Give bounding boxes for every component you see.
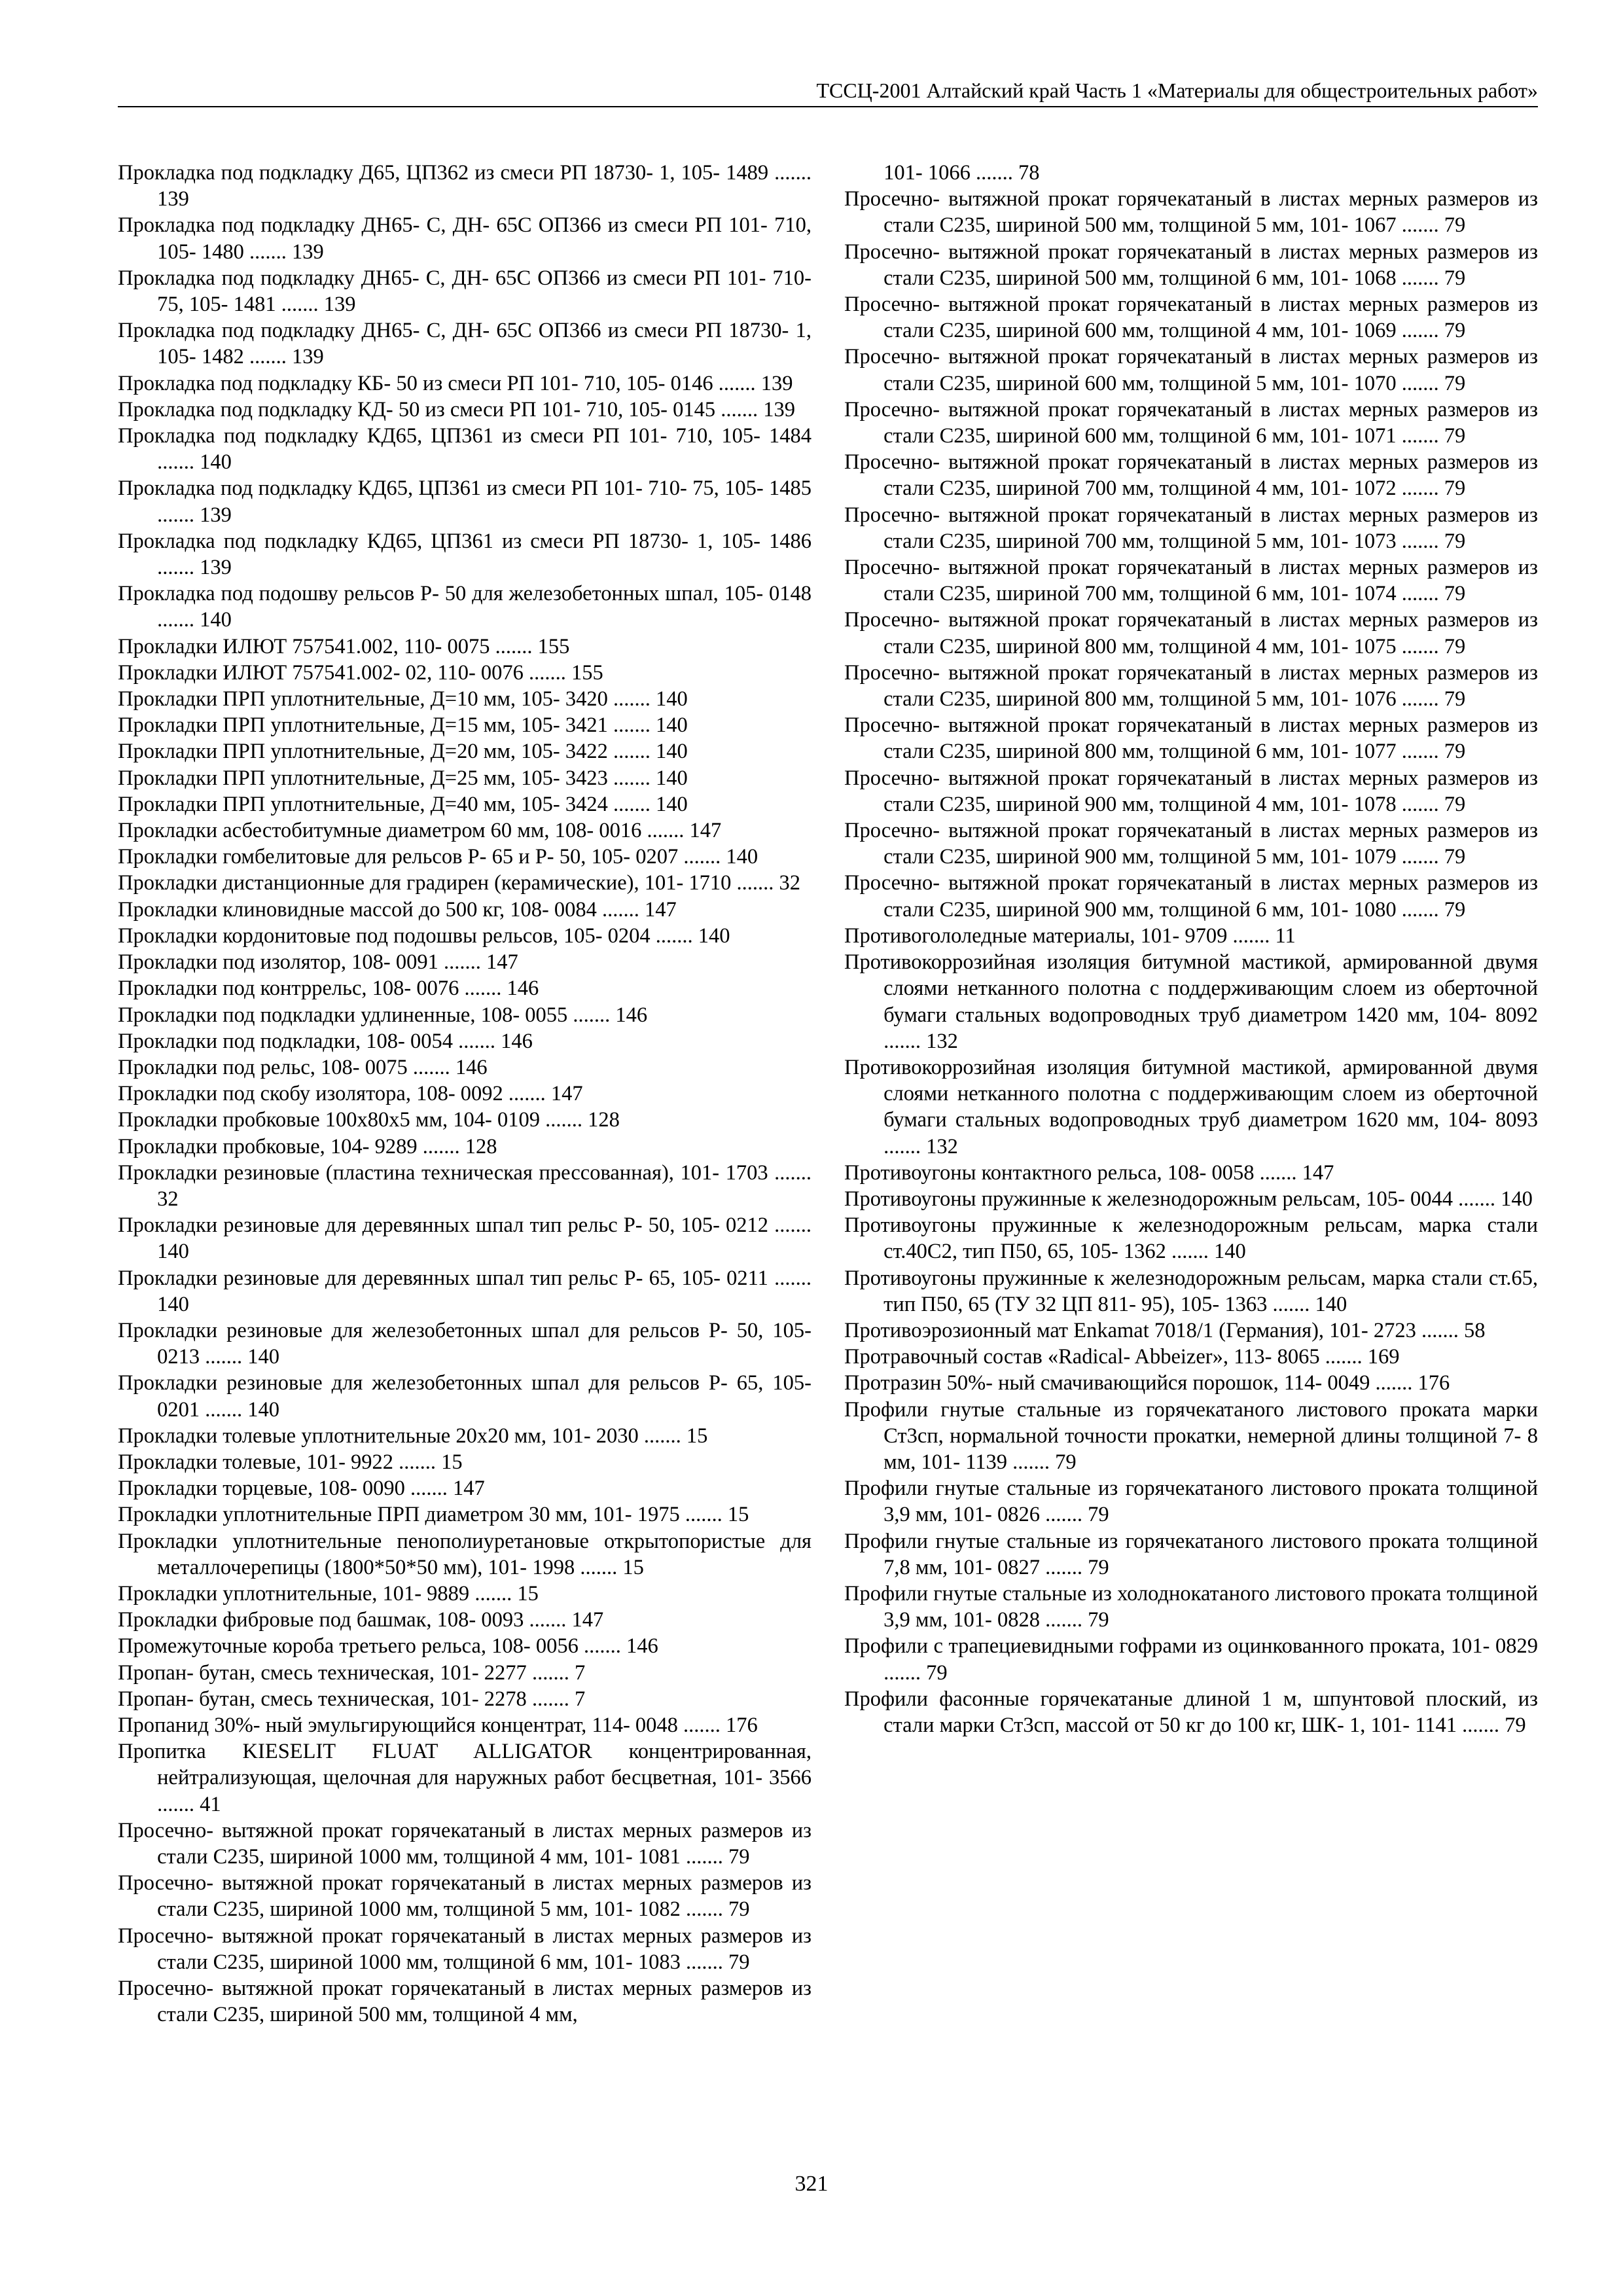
index-entry-page: 15: [441, 1450, 463, 1474]
index-entry-page: 147: [1302, 1160, 1334, 1185]
index-entry-page: 128: [588, 1108, 620, 1132]
index-entry: Прокладки под контррельс, 108- 0076 ....... 146: [118, 977, 539, 1001]
index-entry-page: 79: [1444, 582, 1466, 606]
index-entry-page: 79: [1444, 634, 1466, 658]
index-entry-page: 79: [1444, 845, 1466, 869]
index-entry-text: Прокладки под подкладки удлиненные, 108- 0055: [118, 1003, 568, 1027]
index-entry-text: Профили с трапециевидными гофрами из оцинкованного проката, 101- 0829: [844, 1634, 1538, 1659]
index-entry: Прокладки пробковые 100х80х5 мм, 104- 0109 ....... 128: [118, 1108, 620, 1132]
index-entry-page: 155: [571, 660, 603, 685]
index-entry-page: 15: [686, 1424, 708, 1448]
index-entry: Прокладки резиновые для железобетонных шпал для рельсов Р- 65, 105- 0201 ....... 140: [118, 1371, 812, 1422]
index-entry: Просечно- вытяжной прокат горячекатаный в листах мерных размеров из стали С235, шириной 800 мм, толщиной 6 мм, 101- 1077 ....... 79: [844, 713, 1538, 764]
index-column-right: [844, 160, 1538, 1738]
index-entry-text: Просечно- вытяжной прокат горячекатаный в листах мерных размеров из стали С235, шириной 1000 мм, толщиной 4 мм, 101- 1081: [118, 1818, 812, 1869]
index-entry-text: Прокладки резиновые для деревянных шпал тип рельс Р- 65, 105- 0211: [118, 1266, 768, 1290]
index-entry-text: Противоугоны контактного рельса, 108- 0058: [844, 1160, 1255, 1185]
index-entry-text: Прокладки кордонитовые под подошвы рельсов, 105- 0204: [118, 924, 651, 948]
index-entry: Просечно- вытяжной прокат горячекатаный в листах мерных размеров из стали С235, шириной 1000 мм, толщиной 6 мм, 101- 1083 ....... 79: [118, 1924, 812, 1974]
index-entry-text: Прокладки ПРП уплотнительные, Д=40 мм, 105- 3424: [118, 792, 608, 816]
index-entry-text: Противогололедные материалы, 101- 9709: [844, 924, 1228, 948]
index-entry: Прокладки резиновые для железобетонных шпал для рельсов Р- 50, 105- 0213 ....... 140: [118, 1318, 812, 1369]
index-entry-text: Просечно- вытяжной прокат горячекатаный в листах мерных размеров из стали С235, шириной 600 мм, толщиной 4 мм, 101- 1069: [844, 293, 1538, 343]
index-entry-page: 11: [1275, 924, 1296, 948]
index-entry-text: Прокладки ИЛЮТ 757541.002- 02, 110- 0076: [118, 660, 524, 685]
index-entry-text: Прокладки резиновые для железобетонных шпал для рельсов Р- 50, 105- 0213: [118, 1318, 812, 1369]
index-entry-text: Просечно- вытяжной прокат горячекатаный в листах мерных размеров из стали С235, шириной 1000 мм, толщиной 6 мм, 101- 1083: [118, 1924, 812, 1974]
index-entry: Просечно- вытяжной прокат горячекатаный в листах мерных размеров из стали С235, шириной 700 мм, толщиной 5 мм, 101- 1073 ....... 79: [844, 503, 1538, 553]
index-entry-text: Прокладка под подкладку КД- 50 из смеси РП 101- 710, 105- 0145: [118, 397, 716, 422]
index-entry: Прокладка под подошву рельсов Р- 50 для железобетонных шпал, 105- 0148 ....... 140: [118, 582, 812, 632]
index-entry-text: Профили фасонные горячекатаные длиной 1 м, шпунтовой плоский, из стали марки Ст3сп, массой от 50 кг до 100 кг, ШК- 1, 101- 1141: [844, 1687, 1538, 1737]
index-entry: Прокладка под подкладку КБ- 50 из смеси РП 101- 710, 105- 0146 ....... 139: [118, 371, 793, 395]
index-entry-text: Пропитка KIESELIT FLUAT ALLIGATOR концентрированная, нейтрализующая, щелочная для наружных работ бесцветная, 101- 3566: [118, 1740, 812, 1790]
index-entry: Профили гнутые стальные из горячекатаного листового проката толщиной 3,9 мм, 101- 0826 ....... 79: [844, 1477, 1538, 1527]
index-entry-page: 79: [1444, 319, 1466, 343]
index-entry-page: 79: [728, 1950, 750, 1974]
index-entry-text: Прокладки клиновидные массой до 500 кг, 108- 0084: [118, 897, 597, 922]
index-entry-page: 176: [726, 1713, 758, 1737]
index-entry-text: Прокладки толевые уплотнительные 20х20 мм, 101- 2030: [118, 1424, 639, 1448]
index-entry: Прокладки ПРП уплотнительные, Д=40 мм, 105- 3424 ....... 140: [118, 792, 688, 816]
index-entry-page: 139: [200, 556, 232, 580]
index-entry: Противоэрозионный мат Enkamat 7018/1 (Германия), 101- 2723 ....... 58: [844, 1318, 1486, 1342]
index-entry: Просечно- вытяжной прокат горячекатаный в листах мерных размеров из стали С235, шириной 700 мм, толщиной 4 мм, 101- 1072 ....... 79: [844, 450, 1538, 501]
index-entry-page: 139: [763, 397, 795, 422]
index-entry-text: Просечно- вытяжной прокат горячекатаный в листах мерных размеров из стали С235, шириной 600 мм, толщиной 6 мм, 101- 1071: [844, 397, 1538, 448]
index-entry: Профили гнутые стальные из холоднокатаного листового проката толщиной 3,9 мм, 101- 0828 ....... 79: [844, 1581, 1538, 1632]
index-entry-page: 169: [1367, 1345, 1400, 1369]
index-entry: Прокладки резиновые (пластина техническая прессованная), 101- 1703 ....... 32: [118, 1160, 812, 1211]
index-entry: Противокоррозийная изоляция битумной мастикой, армированной двумя слоями нетканного полотна с поддерживающим слоем из оберточной бумаги стальных водопроводных труб диаметром 1420 мм, 104- 8092 ....... 132: [844, 950, 1538, 1053]
index-entry-text: Прокладки ПРП уплотнительные, Д=15 мм, 105- 3421: [118, 713, 608, 738]
index-entry: Промежуточные короба третьего рельса, 108- 0056 ....... 146: [118, 1634, 658, 1659]
index-entry-text: Прокладки под подкладки, 108- 0054: [118, 1029, 453, 1053]
index-entry-page: 146: [507, 977, 539, 1001]
index-entry: Противоугоны пружинные к железнодорожным рельсам, марка стали ст.40С2, тип П50, 65, 105- 1362 ....... 140: [844, 1213, 1538, 1264]
index-entry: Просечно- вытяжной прокат горячекатаный в листах мерных размеров из стали С235, шириной 900 мм, толщиной 4 мм, 101- 1078 ....... 79: [844, 766, 1538, 816]
index-entry-page: 140: [655, 792, 688, 816]
index-entry-text: Прокладка под подкладку Д65, ЦП362 из смеси РП 18730- 1, 105- 1489: [118, 161, 769, 185]
index-entry-text: Противоугоны пружинные к железнодорожным рельсам, 105- 0044: [844, 1187, 1453, 1211]
index-entry-text: Просечно- вытяжной прокат горячекатаный в листах мерных размеров из стали С235, шириной 700 мм, толщиной 5 мм, 101- 1073: [844, 503, 1538, 553]
index-entry: Противогололедные материалы, 101- 9709 ....... 11: [844, 924, 1296, 948]
index-entry-text: Прокладки пробковые 100х80х5 мм, 104- 0109: [118, 1108, 541, 1132]
index-entry-text: Противокоррозийная изоляция битумной мастикой, армированной двумя слоями нетканного полотна с поддерживающим слоем из оберточной бумаги стальных водопроводных труб диаметром 1620 мм, 104- 8093: [844, 1055, 1538, 1132]
index-entry-text: Прокладки асбестобитумные диаметром 60 мм, 108- 0016: [118, 819, 642, 843]
index-entry-text: Просечно- вытяжной прокат горячекатаный в листах мерных размеров из стали С235, шириной 600 мм, толщиной 5 мм, 101- 1070: [844, 345, 1538, 395]
index-entry-text: Прокладки ИЛЮТ 757541.002, 110- 0075: [118, 634, 490, 658]
index-entry: Прокладки ПРП уплотнительные, Д=15 мм, 105- 3421 ....... 140: [118, 713, 688, 738]
index-entry-page: 32: [157, 1187, 179, 1211]
index-entry-text: Прокладка под подкладку КД65, ЦП361 из смеси РП 101- 710, 105- 1484: [118, 424, 812, 448]
index-entry-page: 147: [550, 1082, 583, 1106]
index-entry-text: Профили гнутые стальные из горячекатаного листового проката марки Ст3сп, нормальной точности прокатки, немерной длины толщиной 7- 8 мм, 101- 1139: [844, 1397, 1538, 1474]
index-entry-text: Пропан- бутан, смесь техническая, 101- 2277: [118, 1660, 527, 1685]
index-entry-page: 147: [645, 897, 677, 922]
index-entry-page: 79: [1088, 1608, 1109, 1632]
index-entry: Просечно- вытяжной прокат горячекатаный в листах мерных размеров из стали С235, шириной 700 мм, толщиной 6 мм, 101- 1074 ....... 79: [844, 556, 1538, 606]
index-entry: Противокоррозийная изоляция битумной мастикой, армированной двумя слоями нетканного полотна с поддерживающим слоем из оберточной бумаги стальных водопроводных труб диаметром 1620 мм, 104- 8093 ....... 132: [844, 1055, 1538, 1158]
index-entry: Профили с трапециевидными гофрами из оцинкованного проката, 101- 0829 ....... 79: [844, 1634, 1538, 1685]
index-entry: Пропан- бутан, смесь техническая, 101- 2277 ....... 7: [118, 1660, 586, 1685]
index-entry-text: Прокладки ПРП уплотнительные, Д=10 мм, 105- 3420: [118, 687, 608, 711]
index-entry-page: 140: [655, 740, 688, 764]
index-entry-page: 146: [501, 1029, 533, 1053]
index-entry-page: 147: [571, 1608, 604, 1632]
running-header: ТССЦ-2001 Алтайский край Часть 1 «Материалы для общестроительных работ»: [118, 77, 1538, 107]
index-entry-page: 146: [455, 1055, 488, 1079]
index-entry-text: Противокоррозийная изоляция битумной мастикой, армированной двумя слоями нетканного полотна с поддерживающим слоем из оберточной бумаги стальных водопроводных труб диаметром 1420 мм, 104- 8092: [844, 950, 1538, 1027]
index-entry: Прокладки фибровые под башмак, 108- 0093 ....... 147: [118, 1608, 604, 1632]
index-entry: Просечно- вытяжной прокат горячекатаный в листах мерных размеров из стали С235, шириной 1000 мм, толщиной 5 мм, 101- 1082 ....... 79: [118, 1871, 812, 1922]
index-entry-text: Противоэрозионный мат Enkamat 7018/1 (Германия), 101- 2723: [844, 1318, 1416, 1342]
index-entry-text: Прокладка под подкладку ДН65- С, ДН- 65С ОП366 из смеси РП 18730- 1, 105- 1482: [118, 319, 812, 369]
index-entry: Протравочный состав «Radical- Abbeizer», 113- 8065 ....... 169: [844, 1345, 1400, 1369]
index-entry: Прокладки дистанционные для градирен (керамические), 101- 1710 ....... 32: [118, 871, 801, 895]
index-entry-page: 79: [926, 1660, 948, 1685]
index-entry-text: Прокладка под подкладку КБ- 50 из смеси РП 101- 710, 105- 0146: [118, 371, 713, 395]
index-entry: Просечно- вытяжной прокат горячекатаный в листах мерных размеров из стали С235, шириной 500 мм, толщиной 5 мм, 101- 1067 ....... 79: [844, 187, 1538, 238]
index-column-left: [118, 160, 812, 2028]
index-entry-text: Прокладки под изолятор, 108- 0091: [118, 950, 438, 975]
index-entry-page: 79: [1444, 266, 1466, 290]
index-entry: Прокладка под подкладку КД- 50 из смеси РП 101- 710, 105- 0145 ....... 139: [118, 397, 795, 422]
index-entry: Прокладка под подкладку КД65, ЦП361 из смеси РП 101- 710, 105- 1484 ....... 140: [118, 424, 812, 475]
index-entry-page: 79: [1088, 1555, 1109, 1579]
index-entry-text: Прокладки уплотнительные пенополиуретановые открытопористые для металлочерепицы (1800*50*50 мм), 101- 1998: [118, 1529, 812, 1579]
index-entry-page: 146: [626, 1634, 658, 1659]
index-entry-page: 140: [1315, 1292, 1347, 1316]
index-entry-text: Прокладки уплотнительные, 101- 9889: [118, 1581, 470, 1605]
index-entry-page: 155: [537, 634, 570, 658]
index-entry-page: 7: [574, 1660, 586, 1685]
index-entry-page: 139: [760, 371, 793, 395]
index-entry-page: 140: [726, 845, 758, 869]
index-entry: Прокладки асбестобитумные диаметром 60 мм, 108- 0016 ....... 147: [118, 819, 722, 843]
index-entry: Прокладки под подкладки, 108- 0054 ....... 146: [118, 1029, 533, 1053]
index-entry: Прокладки клиновидные массой до 500 кг, 108- 0084 ....... 147: [118, 897, 677, 922]
index-entry-page: 79: [1505, 1713, 1526, 1737]
index-entry-text: Просечно- вытяжной прокат горячекатаный в листах мерных размеров из стали С235, шириной 500 мм, толщиной 5 мм, 101- 1067: [844, 187, 1538, 238]
index-entry: [118, 1975, 812, 2028]
index-entry: Прокладки ПРП уплотнительные, Д=25 мм, 105- 3423 ....... 140: [118, 766, 688, 790]
index-entry-text: Протразин 50%- ный смачивающийся порошок, 114- 0049: [844, 1371, 1370, 1395]
index-entry-text: Прокладки ПРП уплотнительные, Д=20 мм, 105- 3422: [118, 740, 608, 764]
index-entry-page: 140: [655, 713, 688, 738]
index-entry: Прокладка под подкладку ДН65- С, ДН- 65С ОП366 из смеси РП 18730- 1, 105- 1482 ....... 139: [118, 319, 812, 369]
index-entry: Прокладки ИЛЮТ 757541.002, 110- 0075 ....... 155: [118, 634, 570, 658]
index-entry-page: 140: [698, 924, 730, 948]
index-entry: Профили фасонные горячекатаные длиной 1 м, шпунтовой плоский, из стали марки Ст3сп, массой от 50 кг до 100 кг, ШК- 1, 101- 1141 ....... 79: [844, 1687, 1538, 1737]
index-entry: Прокладки кордонитовые под подошвы рельсов, 105- 0204 ....... 140: [118, 924, 730, 948]
index-entry-page: 140: [1501, 1187, 1533, 1211]
index-entry: Прокладки ПРП уплотнительные, Д=10 мм, 105- 3420 ....... 140: [118, 687, 688, 711]
index-entry-page: 78: [1018, 161, 1040, 185]
index-entry-text: Прокладка под подкладку ДН65- С, ДН- 65С ОП366 из смеси РП 101- 710, 105- 1480: [118, 213, 812, 264]
index-entry: Просечно- вытяжной прокат горячекатаный в листах мерных размеров из стали С235, шириной 600 мм, толщиной 5 мм, 101- 1070 ....... 79: [844, 345, 1538, 395]
index-entry-page: 140: [655, 687, 688, 711]
index-entry-page: 79: [1444, 740, 1466, 764]
index-entry: Протразин 50%- ный смачивающийся порошок, 114- 0049 ....... 176: [844, 1371, 1450, 1395]
index-entry-page: 79: [1444, 792, 1466, 816]
index-entry: Просечно- вытяжной прокат горячекатаный в листах мерных размеров из стали С235, шириной 600 мм, толщиной 6 мм, 101- 1071 ....... 79: [844, 397, 1538, 448]
index-entry: Прокладки под подкладки удлиненные, 108- 0055 ....... 146: [118, 1003, 648, 1027]
index-entry-text: Промежуточные короба третьего рельса, 108- 0056: [118, 1634, 579, 1659]
index-entry-page: 139: [291, 345, 324, 369]
index-entry: Прокладки под скобу изолятора, 108- 0092 ....... 147: [118, 1082, 583, 1106]
index-entry-text: Просечно- вытяжной прокат горячекатаный в листах мерных размеров из стали С235, шириной 500 мм, толщиной 4 мм,: [118, 1977, 812, 2027]
index-entry-text: Прокладка под подкладку КД65, ЦП361 из смеси РП 18730- 1, 105- 1486: [118, 529, 812, 553]
index-entry: Прокладки толевые, 101- 9922 ....... 15: [118, 1450, 463, 1474]
index-entry-page: 15: [622, 1555, 644, 1579]
index-entry-page: 147: [453, 1477, 485, 1501]
index-entry-text: Прокладки ПРП уплотнительные, Д=25 мм, 105- 3423: [118, 766, 608, 790]
index-entry: Прокладки толевые уплотнительные 20х20 мм, 101- 2030 ....... 15: [118, 1424, 708, 1448]
index-entry-page: 140: [200, 608, 232, 632]
index-entry-text: 101- 1066: [883, 161, 971, 185]
index-entry-text: Прокладки гомбелитовые для рельсов Р- 65 и Р- 50, 105- 0207: [118, 845, 679, 869]
index-entry: Просечно- вытяжной прокат горячекатаный в листах мерных размеров из стали С235, шириной 1000 мм, толщиной 4 мм, 101- 1081 ....... 79: [118, 1818, 812, 1869]
index-entry-page: 79: [1444, 213, 1466, 238]
index-entry-page: 32: [779, 871, 801, 895]
index-entry: Прокладка под подкладку ДН65- С, ДН- 65С ОП366 из смеси РП 101- 710- 75, 105- 1481 ....... 139: [118, 266, 812, 317]
index-entry: Прокладки уплотнительные пенополиуретановые открытопористые для металлочерепицы (1800*50*50 мм), 101- 1998 ....... 15: [118, 1529, 812, 1579]
index-entry-text: Просечно- вытяжной прокат горячекатаный в листах мерных размеров из стали С235, шириной 800 мм, толщиной 6 мм, 101- 1077: [844, 713, 1538, 764]
index-entry-text: Просечно- вытяжной прокат горячекатаный в листах мерных размеров из стали С235, шириной 700 мм, толщиной 4 мм, 101- 1072: [844, 450, 1538, 501]
index-entry-text: Просечно- вытяжной прокат горячекатаный в листах мерных размеров из стали С235, шириной 900 мм, толщиной 4 мм, 101- 1078: [844, 766, 1538, 816]
index-entry-text: Прокладки резиновые для деревянных шпал тип рельс Р- 50, 105- 0212: [118, 1213, 769, 1238]
index-entry-page: 140: [157, 1240, 189, 1264]
index-entry: Прокладка под подкладку ДН65- С, ДН- 65С ОП366 из смеси РП 101- 710, 105- 1480 ....... 139: [118, 213, 812, 264]
index-entry: Прокладки уплотнительные ПРП диаметром 30 мм, 101- 1975 ....... 15: [118, 1503, 749, 1527]
index-entry-page: 132: [926, 1134, 958, 1158]
index-entry-text: Прокладка под подкладку КД65, ЦП361 из смеси РП 101- 710- 75, 105- 1485: [118, 476, 812, 501]
index-entry-text: Прокладки пробковые, 104- 9289: [118, 1134, 418, 1158]
index-entry-page: 79: [1444, 529, 1466, 553]
index-entry-page: 79: [1444, 371, 1466, 395]
index-entry-page: 79: [728, 1897, 750, 1922]
index-entry-page: 146: [615, 1003, 648, 1027]
index-entry: Прокладки пробковые, 104- 9289 ....... 128: [118, 1134, 497, 1158]
index-entry-page: 140: [200, 450, 232, 475]
index-entry: Прокладка под подкладку КД65, ЦП361 из смеси РП 18730- 1, 105- 1486 ....... 139: [118, 529, 812, 580]
index-entry-page: 139: [291, 240, 324, 264]
index-entry: Противоугоны пружинные к железнодорожным рельсам, 105- 0044 ....... 140: [844, 1187, 1533, 1211]
index-entry-page: 15: [517, 1581, 539, 1605]
index-entry-page: 140: [247, 1397, 279, 1422]
index-entry-text: Прокладка под подошву рельсов Р- 50 для железобетонных шпал, 105- 0148: [118, 582, 812, 606]
index-entry-text: Прокладки резиновые для железобетонных шпал для рельсов Р- 65, 105- 0201: [118, 1371, 812, 1422]
index-entry: Прокладки под изолятор, 108- 0091 ....... 147: [118, 950, 518, 975]
index-entry: Просечно- вытяжной прокат горячекатаный в листах мерных размеров из стали С235, шириной 800 мм, толщиной 4 мм, 101- 1075 ....... 79: [844, 608, 1538, 658]
index-entry: Профили гнутые стальные из горячекатаного листового проката марки Ст3сп, нормальной точности прокатки, немерной длины толщиной 7- 8 мм, 101- 1139 ....... 79: [844, 1397, 1538, 1474]
index-entry-text: Прокладка под подкладку ДН65- С, ДН- 65С ОП366 из смеси РП 101- 710- 75, 105- 1481: [118, 266, 812, 317]
index-entry-page: 79: [1444, 476, 1466, 501]
index-entry-text: Профили гнутые стальные из горячекатаного листового проката толщиной 7,8 мм, 101- 0827: [844, 1529, 1538, 1579]
index-entry-page: 15: [727, 1503, 749, 1527]
index-entry-text: Профили гнутые стальные из горячекатаного листового проката толщиной 3,9 мм, 101- 0826: [844, 1477, 1538, 1527]
index-entry-page: 132: [926, 1029, 958, 1053]
index-entry: Прокладки гомбелитовые для рельсов Р- 65 и Р- 50, 105- 0207 ....... 140: [118, 845, 758, 869]
page-number: 321: [794, 2172, 829, 2196]
index-entry-page: 58: [1464, 1318, 1486, 1342]
index-entry-text: Протравочный состав «Radical- Abbeizer», 113- 8065: [844, 1345, 1320, 1369]
index-entry-page: 139: [157, 187, 189, 211]
index-entry: Прокладки резиновые для деревянных шпал тип рельс Р- 50, 105- 0212 ....... 140: [118, 1213, 812, 1264]
index-entry: Противоугоны контактного рельса, 108- 0058 ....... 147: [844, 1160, 1334, 1185]
index-entry-text: Прокладки под контррельс, 108- 0076: [118, 977, 459, 1001]
index-entry-text: Просечно- вытяжной прокат горячекатаный в листах мерных размеров из стали С235, шириной 800 мм, толщиной 4 мм, 101- 1075: [844, 608, 1538, 658]
index-entry-text: Прокладки резиновые (пластина техническая прессованная), 101- 1703: [118, 1160, 768, 1185]
index-entry: Просечно- вытяжной прокат горячекатаный в листах мерных размеров из стали С235, шириной 600 мм, толщиной 4 мм, 101- 1069 ....... 79: [844, 293, 1538, 343]
index-entry-text: Просечно- вытяжной прокат горячекатаный в листах мерных размеров из стали С235, шириной 500 мм, толщиной 6 мм, 101- 1068: [844, 240, 1538, 290]
index-entry-page: 79: [1444, 687, 1466, 711]
index-entry-page: 140: [157, 1292, 189, 1316]
index-entry: Противоугоны пружинные к железнодорожным рельсам, марка стали ст.65, тип П50, 65 (ТУ 32 ЦП 811- 95), 105- 1363 ....... 140: [844, 1266, 1538, 1316]
index-entry-text: Просечно- вытяжной прокат горячекатаный в листах мерных размеров из стали С235, шириной 800 мм, толщиной 5 мм, 101- 1076: [844, 660, 1538, 711]
index-entry-text: Прокладки уплотнительные ПРП диаметром 30 мм, 101- 1975: [118, 1503, 680, 1527]
index-entry-page: 79: [728, 1845, 750, 1869]
index-entry: Прокладка под подкладку Д65, ЦП362 из смеси РП 18730- 1, 105- 1489 ....... 139: [118, 161, 812, 211]
index-entry-page: 140: [1214, 1240, 1246, 1264]
index-entry: Пропан- бутан, смесь техническая, 101- 2278 ....... 7: [118, 1687, 586, 1711]
index-entry-text: Прокладки фибровые под башмак, 108- 0093: [118, 1608, 524, 1632]
index-entry: Прокладки торцевые, 108- 0090 ....... 147: [118, 1477, 485, 1501]
index-entry-page: 147: [486, 950, 518, 975]
index-entry-page: 128: [465, 1134, 497, 1158]
index-entry-page: 139: [200, 503, 232, 527]
index-entry-text: Просечно- вытяжной прокат горячекатаный в листах мерных размеров из стали С235, шириной 900 мм, толщиной 5 мм, 101- 1079: [844, 819, 1538, 869]
index-entry-page: 176: [1418, 1371, 1450, 1395]
index-entry: Прокладки под рельс, 108- 0075 ....... 146: [118, 1055, 488, 1079]
index-entry-page: 79: [1444, 424, 1466, 448]
index-entry: Прокладки ИЛЮТ 757541.002- 02, 110- 0076 ....... 155: [118, 660, 603, 685]
index-entry: Пропитка KIESELIT FLUAT ALLIGATOR концентрированная, нейтрализующая, щелочная для наружных работ бесцветная, 101- 3566 ....... 41: [118, 1740, 812, 1816]
index-entry-page: 79: [1055, 1450, 1077, 1474]
index-entry-text: Пропан- бутан, смесь техническая, 101- 2278: [118, 1687, 527, 1711]
index-entry: Прокладки ПРП уплотнительные, Д=20 мм, 105- 3422 ....... 140: [118, 740, 688, 764]
index-entry-page: 7: [574, 1687, 586, 1711]
index-entry-page: 140: [655, 766, 688, 790]
index-entry: Просечно- вытяжной прокат горячекатаный в листах мерных размеров из стали С235, шириной 900 мм, толщиной 6 мм, 101- 1080 ....... 79: [844, 871, 1538, 922]
index-entry-text: Прокладки толевые, 101- 9922: [118, 1450, 394, 1474]
index-entry-page: 79: [1444, 897, 1466, 922]
index-entry-text: Прокладки дистанционные для градирен (керамические), 101- 1710: [118, 871, 732, 895]
index-entry: Пропанид 30%- ный эмульгирующийся концентрат, 114- 0048 ....... 176: [118, 1713, 758, 1737]
index-entry-text: Просечно- вытяжной прокат горячекатаный в листах мерных размеров из стали С235, шириной 700 мм, толщиной 6 мм, 101- 1074: [844, 556, 1538, 606]
index-entry: Прокладки резиновые для деревянных шпал тип рельс Р- 65, 105- 0211 ....... 140: [118, 1266, 812, 1316]
index-entry-text: Пропанид 30%- ный эмульгирующийся концентрат, 114- 0048: [118, 1713, 678, 1737]
index-entry: Просечно- вытяжной прокат горячекатаный в листах мерных размеров из стали С235, шириной 800 мм, толщиной 5 мм, 101- 1076 ....... 79: [844, 660, 1538, 711]
index-entry-page: 147: [689, 819, 722, 843]
index-entry-page: 79: [1088, 1503, 1109, 1527]
index-entry-text: Просечно- вытяжной прокат горячекатаный в листах мерных размеров из стали С235, шириной 900 мм, толщиной 6 мм, 101- 1080: [844, 871, 1538, 922]
index-entry-page: 140: [247, 1345, 279, 1369]
index-entry-text: Противоугоны пружинные к железнодорожным рельсам, марка стали ст.65, тип П50, 65 (ТУ 32 ЦП 811- 95), 105- 1363: [844, 1266, 1538, 1316]
index-entry: Прокладки уплотнительные, 101- 9889 ....... 15: [118, 1581, 539, 1605]
index-entry: Просечно- вытяжной прокат горячекатаный в листах мерных размеров из стали С235, шириной 500 мм, толщиной 6 мм, 101- 1068 ....... 79: [844, 240, 1538, 290]
index-entry: Просечно- вытяжной прокат горячекатаный в листах мерных размеров из стали С235, шириной 900 мм, толщиной 5 мм, 101- 1079 ....... 79: [844, 819, 1538, 869]
index-entry: 101- 1066 ....... 78: [883, 161, 1040, 185]
index-entry-text: Прокладки торцевые, 108- 0090: [118, 1477, 405, 1501]
index-entry: Профили гнутые стальные из горячекатаного листового проката толщиной 7,8 мм, 101- 0827 ....... 79: [844, 1529, 1538, 1579]
index-entry-text: Просечно- вытяжной прокат горячекатаный в листах мерных размеров из стали С235, шириной 1000 мм, толщиной 5 мм, 101- 1082: [118, 1871, 812, 1922]
index-entry-page: 41: [200, 1792, 221, 1816]
index-entry-text: Профили гнутые стальные из холоднокатаного листового проката толщиной 3,9 мм, 101- 0828: [844, 1581, 1538, 1632]
index-entry-text: Противоугоны пружинные к железнодорожным рельсам, марка стали ст.40С2, тип П50, 65, 105- 1362: [844, 1213, 1538, 1264]
index-entry-text: Прокладки под рельс, 108- 0075: [118, 1055, 408, 1079]
index-entry-page: 139: [323, 293, 356, 317]
index-entry-text: Прокладки под скобу изолятора, 108- 0092: [118, 1082, 503, 1106]
index-entry: Прокладка под подкладку КД65, ЦП361 из смеси РП 101- 710- 75, 105- 1485 ....... 139: [118, 476, 812, 527]
